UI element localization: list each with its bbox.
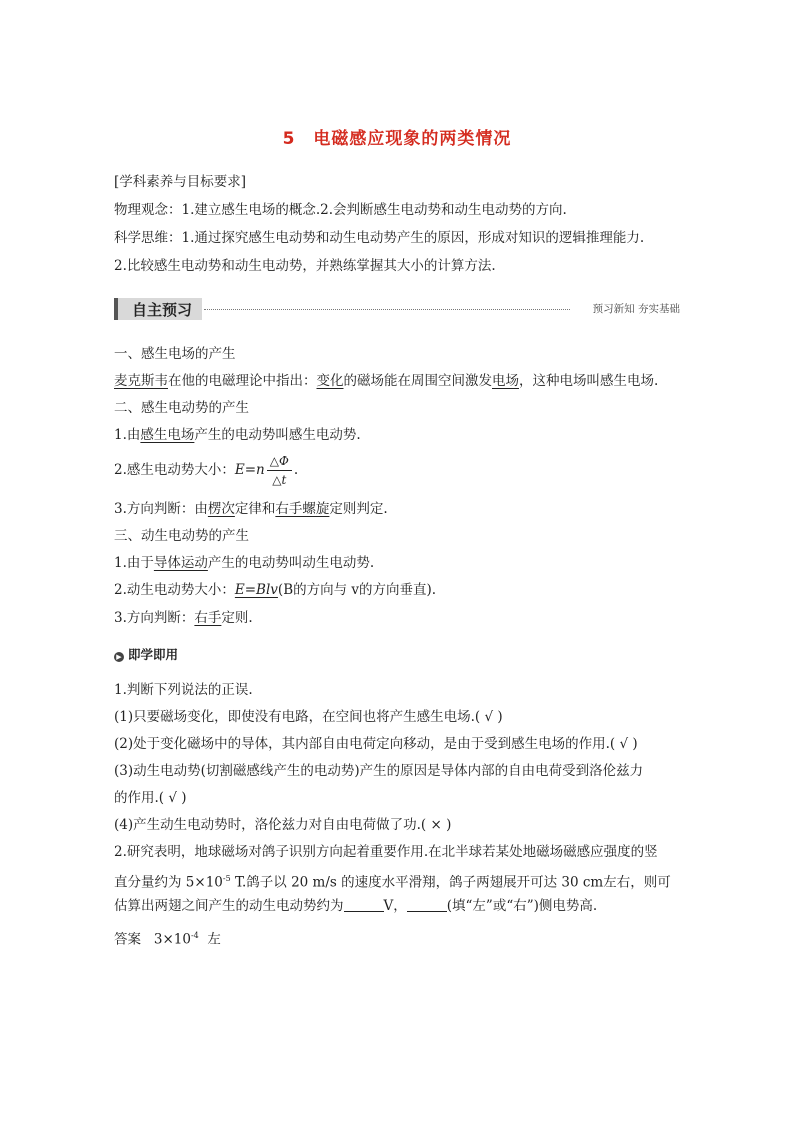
text: (B的方向与 v的方向垂直).	[277, 582, 437, 598]
formula-lhs: E=n	[234, 462, 265, 478]
text: 3.方向判断：由	[114, 501, 208, 517]
text: 1.由	[114, 427, 141, 443]
blank-answer: 麦克斯韦	[114, 373, 168, 389]
sec1-heading: 一、感生电场的产生	[114, 346, 236, 362]
sec2-item-2	[114, 452, 298, 489]
title-text: 电磁感应现象的两类情况	[313, 129, 512, 149]
text: T.鸽子以 20 m/s 的速度水平滑翔，鸽子两翅展开可达 30 cm左右，则可	[230, 874, 671, 891]
banner-right-text: 预习新知 夯实基础	[592, 303, 680, 315]
practice-answer	[114, 926, 221, 950]
practice-q1-2: (2)处于变化磁场中的导体，其内部自由电荷定向移动，是由于受到感生电场的作用.( √ )	[114, 736, 638, 752]
goals-science-1: 科学思维：1.通过探究感生电动势和动生电动势产生的原因，形成对知识的逻辑推理能力.	[114, 230, 645, 246]
text: .	[293, 462, 299, 478]
text: 估算出两翅之间产生的动生电动势约为	[114, 898, 344, 914]
text: 1.由于	[114, 555, 154, 571]
text: 在他的电磁理论中指出：	[168, 373, 317, 389]
practice-q1: 1.判断下列说法的正误.	[114, 682, 253, 698]
practice-q1-1: (1)只要磁场变化，即使没有电路，在空间也将产生感生电场.( √ )	[114, 709, 503, 725]
sec3-item-3	[114, 608, 253, 628]
answer-value: 3×10	[153, 931, 191, 948]
blank-answer: 右手螺旋	[275, 501, 330, 517]
text: 直分量约为 5×10	[114, 874, 223, 891]
answer-value: 左	[207, 931, 221, 948]
sec3-heading: 三、动生电动势的产生	[114, 528, 249, 544]
answer-label: 答案	[114, 931, 141, 948]
fraction-denominator: △t	[272, 473, 287, 487]
sec1-paragraph	[114, 371, 658, 391]
page-title	[0, 124, 794, 149]
practice-q1-3a: (3)动生电动势(切割磁感线产生的电动势)产生的原因是导体内部的自由电荷受到洛伦兹力	[114, 763, 644, 779]
banner-label-box	[114, 298, 202, 320]
text: 定则判定.	[329, 501, 388, 517]
goals-heading: [学科素养与目标要求]	[114, 174, 247, 190]
sec3-item-2	[114, 580, 436, 600]
blank-answer: 电场	[492, 373, 519, 389]
banner-label: 自主预习	[132, 301, 193, 319]
practice-q1-4: (4)产生动生电动势时，洛伦兹力对自由电荷做了功.( × )	[114, 817, 452, 833]
sec3-item-1	[114, 553, 374, 573]
goals-physics: 物理观念：1.建立感生电场的概念.2.会判断感生电动势和动生电动势的方向.	[114, 202, 567, 218]
section-banner	[114, 296, 680, 322]
text: 3.方向判断：	[114, 610, 195, 626]
blank-answer: 楞次	[207, 501, 235, 517]
blank-answer: 导体运动	[153, 555, 208, 571]
practice-q2-line1: 2.研究表明，地球磁场对鸽子识别方向起着重要作用.在北半球若某处地磁场磁感应强度的竖	[114, 844, 658, 860]
blank-answer: 右手	[194, 610, 222, 626]
text: 2.感生电动势大小：	[114, 462, 235, 478]
blank-answer: 变化	[316, 373, 344, 389]
sec2-heading: 二、感生电动势的产生	[114, 400, 249, 416]
goals-science-2: 2.比较感生电动势和动生电动势，并熟练掌握其大小的计算方法.	[114, 258, 496, 274]
text: 产生的电动势叫动生电动势.	[207, 555, 375, 571]
practice-q2-line2	[114, 869, 671, 893]
answer-blank	[344, 897, 384, 912]
text: (填“左”或“右”)侧电势高.	[446, 898, 598, 914]
sec2-item-1	[114, 425, 361, 445]
practice-q2-line3	[114, 896, 597, 916]
banner-divider	[204, 309, 570, 310]
text: 定则.	[221, 610, 253, 626]
formula-fraction	[267, 452, 292, 489]
text: 产生的电动势叫感生电动势.	[194, 427, 361, 443]
practice-q1-3b: 的作用.( √ )	[114, 790, 187, 806]
practice-heading	[114, 645, 178, 665]
text: V，	[383, 898, 407, 914]
text: 定律和	[234, 501, 276, 517]
text: 2.动生电动势大小：	[114, 582, 235, 598]
sec2-item-3	[114, 499, 388, 519]
answer-blank	[407, 897, 447, 912]
text: 的磁场能在周围空间激发	[343, 373, 492, 389]
blank-answer: E=Blv	[234, 582, 278, 598]
title-number: 5	[282, 129, 296, 149]
exponent: -5	[222, 874, 231, 883]
exponent: -4	[190, 931, 199, 940]
fraction-numerator: △Φ	[267, 452, 292, 471]
text: ，这种电场叫感生电场.	[519, 373, 659, 389]
practice-heading-text: 即学即用	[128, 647, 179, 662]
blank-answer: 感生电场	[140, 427, 195, 443]
play-circle-icon: ▶	[114, 652, 124, 662]
